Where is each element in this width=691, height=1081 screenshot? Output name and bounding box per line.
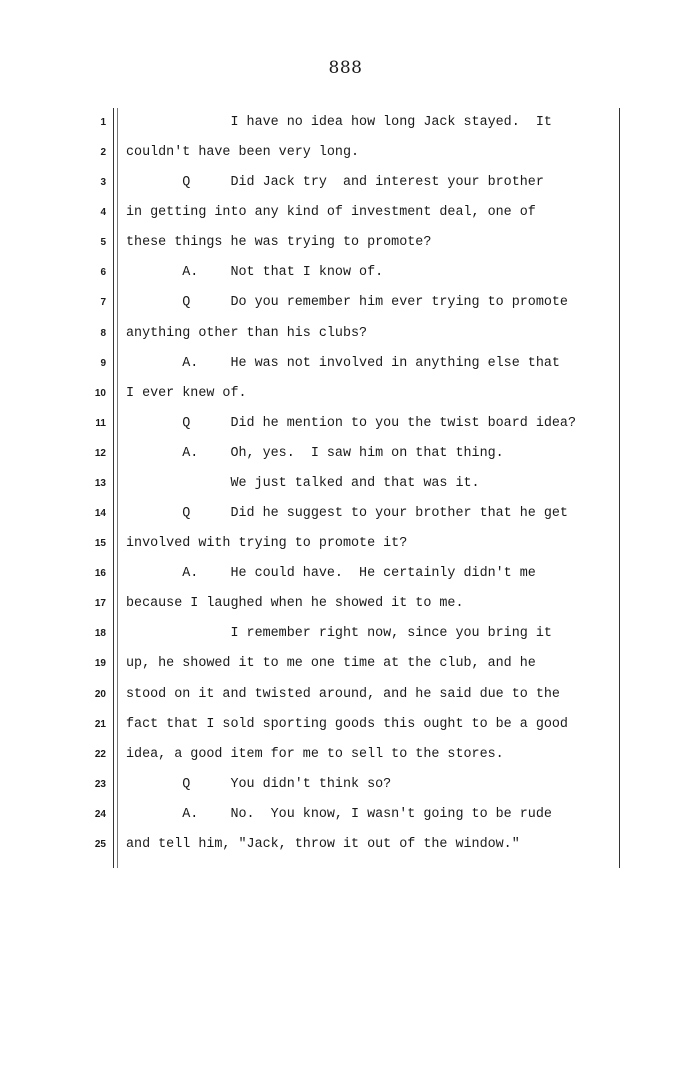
left-margin-rule (113, 108, 114, 868)
transcript-line: these things he was trying to promote? (126, 235, 432, 251)
right-margin-rule (619, 108, 620, 868)
line-number: 2 (100, 147, 106, 159)
line-number: 3 (100, 177, 106, 189)
transcript-line: stood on it and twisted around, and he said due to the (126, 686, 560, 702)
transcript-line: idea, a good item for me to sell to the stores. (126, 746, 504, 762)
transcript-line: Q Did he mention to you the twist board idea? (126, 415, 576, 431)
transcript-line: involved with trying to promote it? (126, 536, 408, 552)
transcript-line: I ever knew of. (126, 385, 247, 401)
transcript-line: couldn't have been very long. (126, 145, 360, 161)
line-number: 10 (94, 387, 106, 399)
line-number: 5 (100, 237, 106, 249)
line-number: 6 (100, 267, 106, 279)
line-number: 20 (94, 688, 106, 700)
transcript-line: Q Did he suggest to your brother that he get (126, 506, 568, 522)
transcript-line: Q You didn't think so? (126, 776, 392, 792)
line-number: 4 (100, 207, 106, 219)
line-number: 17 (94, 598, 106, 610)
transcript-line: Q Do you remember him ever trying to promote (126, 295, 568, 311)
line-number: 21 (94, 718, 106, 730)
transcript-line: I have no idea how long Jack stayed. It (126, 115, 552, 130)
line-number: 11 (95, 417, 106, 429)
transcript-line: up, he showed it to me one time at the club, and he (126, 656, 536, 672)
transcript-line: anything other than his clubs? (126, 325, 368, 341)
transcript-line: and tell him, "Jack, throw it out of the window." (126, 836, 520, 852)
transcript-line: in getting into any kind of investment deal, one of (126, 205, 536, 221)
line-number: 15 (94, 538, 106, 550)
line-number: 19 (94, 658, 106, 670)
transcript-line: fact that I sold sporting goods this ought to be a good (126, 716, 568, 732)
page-number: 888 (328, 58, 363, 78)
line-number: 24 (94, 808, 106, 820)
line-number: 25 (94, 838, 106, 850)
transcript-line: Q Did Jack try and interest your brother (126, 175, 544, 191)
line-number: 1 (100, 117, 106, 128)
line-number: 9 (100, 357, 106, 369)
transcript-line: A. Oh, yes. I saw him on that thing. (126, 445, 504, 461)
transcript-line: A. He was not involved in anything else that (126, 355, 560, 371)
transcript-line: A. He could have. He certainly didn't me (126, 566, 536, 582)
line-number: 23 (94, 778, 106, 790)
transcript-line: We just talked and that was it. (126, 475, 480, 491)
line-number: 16 (94, 568, 106, 580)
left-margin-rule-inner (117, 108, 118, 868)
transcript-line: A. Not that I know of. (126, 265, 384, 281)
line-number: 22 (94, 748, 106, 760)
line-number: 18 (94, 628, 106, 640)
line-number: 12 (94, 447, 106, 459)
transcript-line: I remember right now, since you bring it (126, 626, 552, 642)
line-number: 13 (94, 477, 106, 489)
line-number: 7 (100, 297, 106, 309)
line-number: 8 (100, 327, 106, 339)
transcript-line: A. No. You know, I wasn't going to be rude (126, 806, 552, 822)
line-number: 14 (94, 508, 106, 520)
transcript-line: because I laughed when he showed it to me. (126, 596, 464, 612)
